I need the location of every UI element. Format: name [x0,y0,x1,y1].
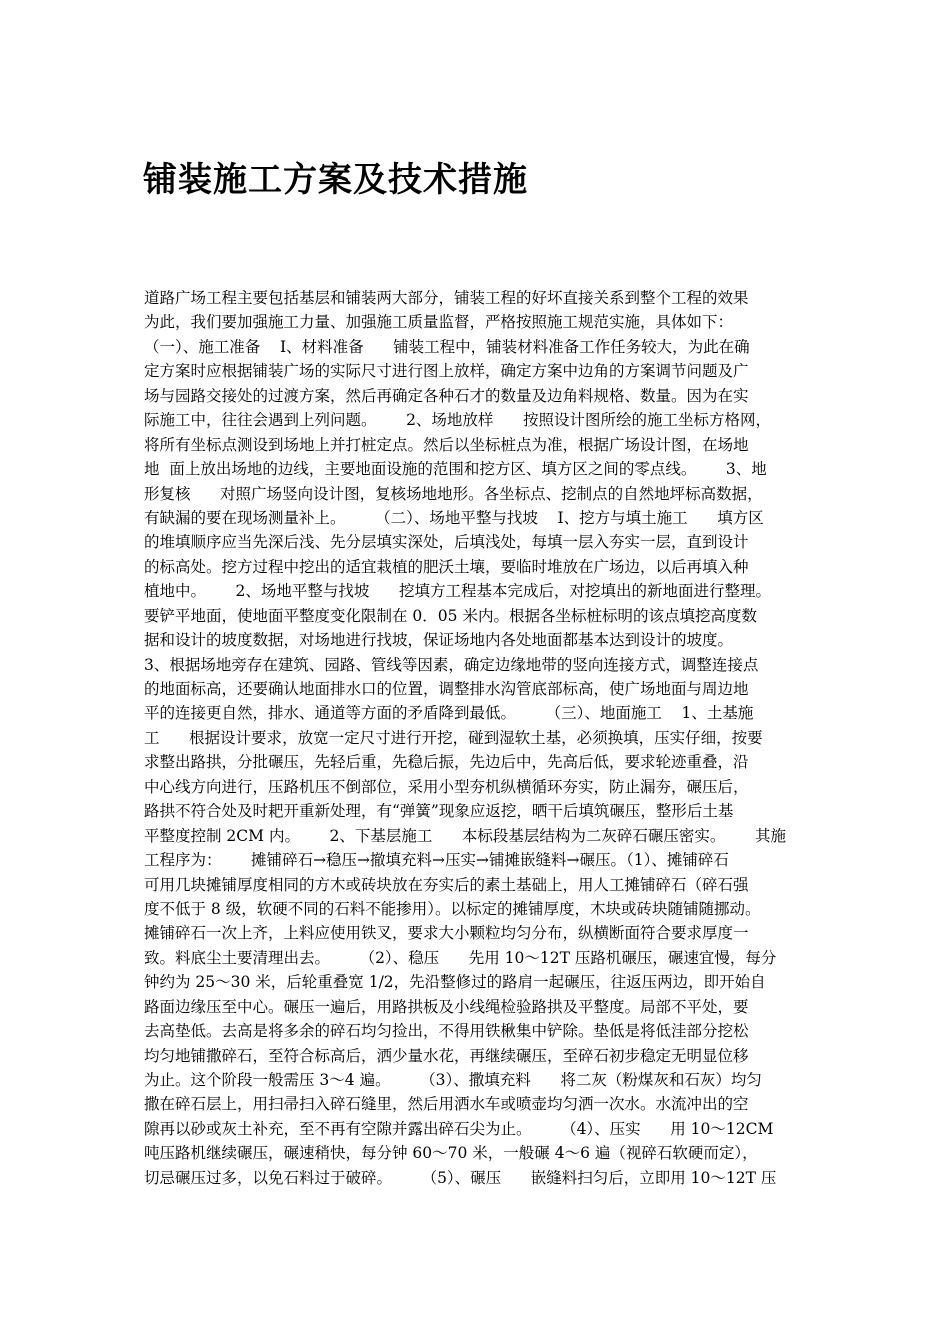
body-line: 3、根据场地旁存在建筑、园路、管线等因素，确定边缘地带的竖向连接方式，调整连接点 [144,655,759,674]
body-line: 据和设计的坡度数据，对场地进行找坡，保证场地内各处地面都基本达到设计的坡度。 [144,631,734,650]
body-line: 路面边缘压至中心。碾压一遍后，用路拱板及小线绳检验路拱及平整度。局部不平处，要 [144,997,749,1016]
body-line: 的标高处。挖方过程中挖出的适宜栽植的肥沃土壤，要临时堆放在广场边，以后再填入种 [144,557,749,576]
body-line: 定方案时应根据铺装广场的实际尺寸进行图上放样，确定方案中边角的方案调节问题及广 [144,362,749,381]
body-line: 将所有坐标点测设到场地上并打桩定点。然后以坐标桩点为准，根据广场设计图，在场地 [144,435,749,454]
body-line: 钟约为 25～30 米，后轮重叠宽 1/2，先沿整修过的路肩一起碾压，往返压两边，即开始自 [144,973,766,992]
body-line: 平的连接更自然，排水、通道等方面的矛盾降到最低。 （三）、地面施工 1、土基施 [144,704,754,723]
body-line: 际施工中，往往会遇到上列问题。 2、场地放样 按照设计图所绘的施工坐标方格网， [144,411,771,430]
body-line: 中心线方向进行，压路机压不倒部位，采用小型夯机纵横循环夯实，防止漏夯，碾压后， [144,777,749,796]
body-line: 吨压路机继续碾压，碾速稍快，每分钟 60～70 米，一般碾 4～6 遍（视碎石软硬而定）， [144,1144,758,1163]
body-line: 工程序为： 摊铺碎石→稳压→撤填充料→压实→铺摊嵌缝料→碾压。（1）、摊铺碎石 [144,851,729,870]
body-line: 度不低于 8 级，软硬不同的石料不能掺用）。以标定的摊铺厚度，木块或砖块随铺随挪动。 [144,899,761,918]
body-line: 去高垫低。去高是将多余的碎石均匀捡出，不得用铁楸集中铲除。垫低是将低洼部分挖松 [144,1022,749,1041]
body-line: 切忌碾压过多，以免石料过于破碎。 （5）、碾压 嵌缝料扫匀后，立即用 10～12T 压 [144,1168,777,1187]
body-line: 形复核 对照广场竖向设计图，复核场地地形。各坐标点、挖制点的自然地坪标高数据， [144,484,763,503]
body-line: 可用几块摊铺厚度相同的方木或砖块放在夯实后的素土基础上，用人工摊铺碎石（碎石强 [144,875,749,894]
body-line: 为此，我们要加强施工力量、加强施工质量监督，严格按照施工规范实施，具体如下： [144,313,734,332]
body-line: （一）、施工准备 I、材料准备 铺装工程中，铺装材料准备工作任务较大，为此在确 [144,337,750,356]
body-line: 致。料底尘土要清理出去。 （2）、稳压 先用 10～12T 压路机碾压，碾速宜慢，每分 [144,948,777,967]
body-line: 路拱不符合处及时耙开重新处理，有“弹簧”现象应返挖，晒干后填筑碾压，整形后土基 [144,802,734,821]
body-line: 均匀地铺撒碎石，至符合标高后，洒少量水花，再继续碾压，至碎石初步稳定无明显位移 [144,1046,749,1065]
body-line: 摊铺碎石一次上齐，上料应使用铁叉，要求大小颗粒均匀分布，纵横断面符合要求厚度一 [144,924,749,943]
body-line: 隙再以砂或灰土补充，至不再有空隙并露出碎石尖为止。 （4）、压实 用 10～12CM [144,1119,774,1138]
body-line: 有缺漏的要在现场测量补上。 （二）、场地平整与找坡 I、挖方与填土施工 填方区 [144,508,764,527]
body-line: 地 面上放出场地的边线，主要地面设施的范围和挖方区、填方区之间的零点线。 3、地 [144,460,767,479]
body-line: 的堆填顺序应当先深后浅、先分层填实深处，后填浅处，每填一层入夯实一层，直到设计 [144,533,749,552]
document-body [144,286,824,1190]
document-title: 铺装施工方案及技术措施 [143,160,528,200]
body-line: 工 根据设计要求，放宽一定尺寸进行开挖，碰到湿软土基，必须换填，压实仔细，按要 [144,728,763,747]
body-line: 求整出路拱，分批碾压，先轻后重，先稳后振，先边后中，先高后低，要求轮迹重叠，沿 [144,753,749,772]
body-line: 为止。这个阶段一般需压 3～4 遍。 （3）、撒填充料 将二灰（粉煤灰和石灰）均匀 [144,1071,762,1089]
body-line: 场与园路交接处的过渡方案，然后再确定各种石才的数量及边角料规格、数量。因为在实 [144,386,749,405]
body-line: 植地中。 2、场地平整与找坡 挖填方工程基本完成后，对挖填出的新地面进行整理。 [144,582,771,601]
body-line: 道路广场工程主要包括基层和铺装两大部分，铺装工程的好坏直接关系到整个工程的效果 [144,289,749,307]
body-line: 的地面标高，还要确认地面排水口的位置，调整排水沟管底部标高，使广场地面与周边地 [144,680,749,698]
body-line: 平整度控制 2CM 内。 2、下基层施工 本标段基层结构为二灰碎石碾压密实。 其施 [144,826,786,845]
body-line: 要铲平地面，使地面平整度变化限制在 0．05 米内。根据各坐标桩标明的该点填挖高度数 [144,606,757,625]
body-line: 撒在碎石层上，用扫帚扫入碎石缝里，然后用洒水车或喷壶均匀洒一次水。水流冲出的空 [144,1095,749,1114]
